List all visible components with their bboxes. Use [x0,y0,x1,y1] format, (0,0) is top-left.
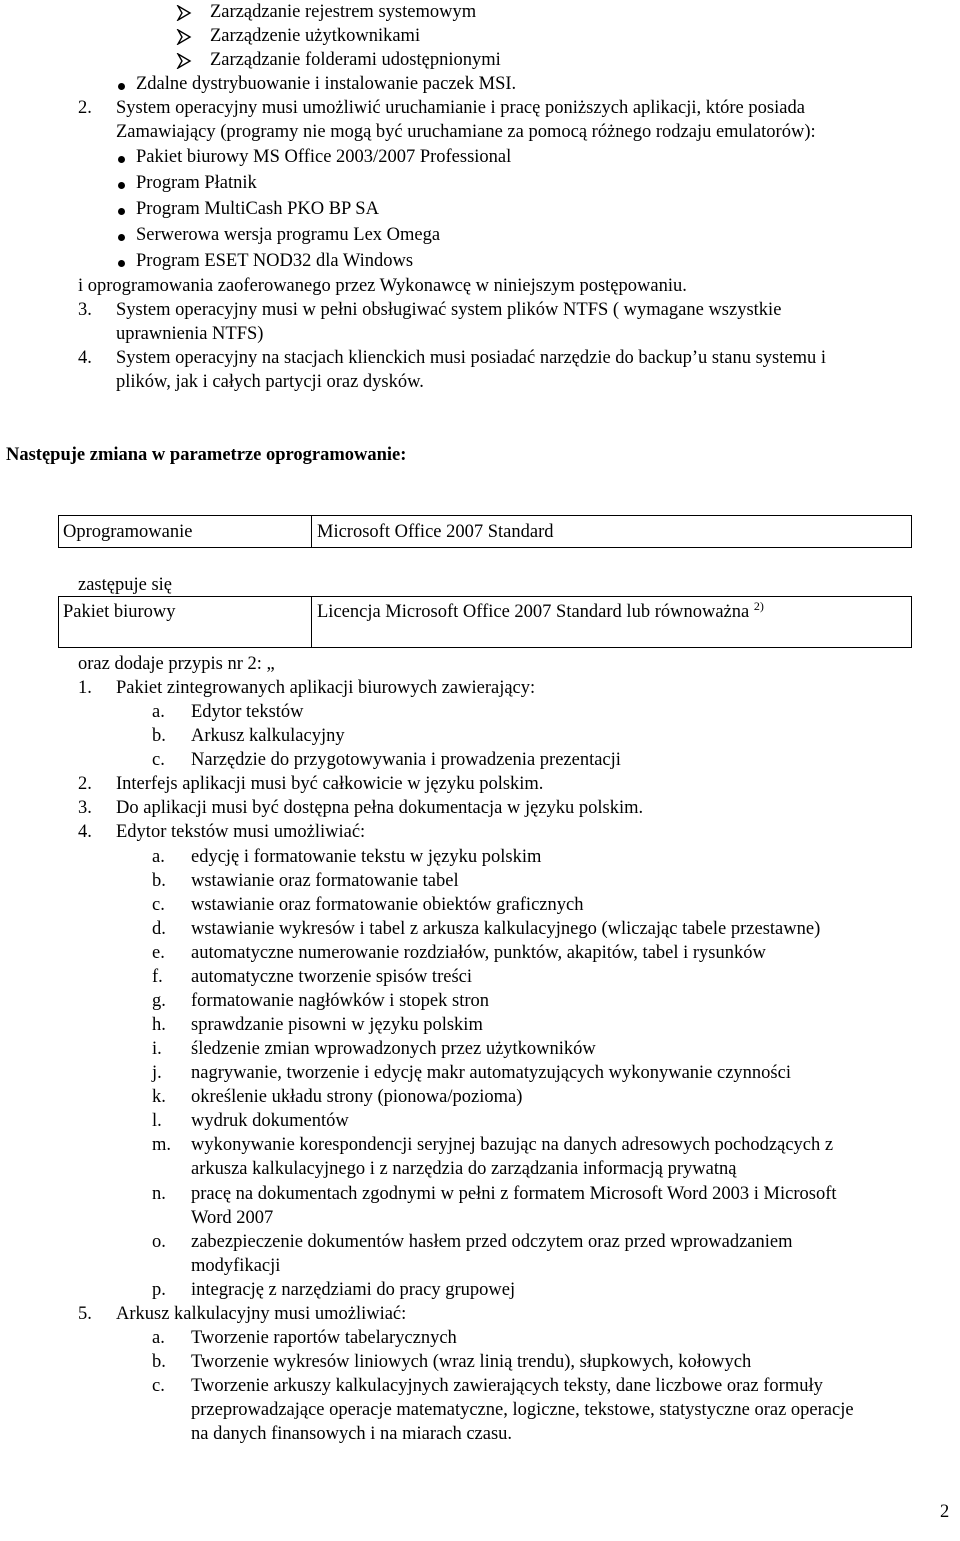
sub-letter: a. [152,702,165,722]
list-item: Do aplikacji musi być dostępna pełna dokumentacja w języku polskim. [116,798,644,818]
sub-item: wydruk dokumentów [191,1111,349,1131]
sub-item: wstawianie oraz formatowanie tabel [191,871,459,891]
bullet-icon [118,83,125,90]
sub-letter: m. [152,1135,172,1155]
sub-letter: p. [152,1280,166,1300]
sub-letter: c. [152,895,165,915]
list-item: Program ESET NOD32 dla Windows [136,251,414,271]
bullet-icon [118,234,125,241]
list-item: Pakiet biurowy MS Office 2003/2007 Professional [136,147,512,167]
sub-item: określenie układu strony (pionowa/pozioma) [191,1087,523,1107]
sub-item: Tworzenie arkuszy kalkulacyjnych zawierających teksty, dane liczbowe oraz formuły [191,1376,823,1396]
list-item: Program Płatnik [136,173,257,193]
sub-letter: l. [152,1111,162,1131]
page-number: 2 [940,1502,950,1522]
sub-item-continued: przeprowadzające operacje matematyczne, logiczne, tekstowe, statystyczne oraz operacje [191,1400,854,1420]
sub-item: nagrywanie, tworzenie i edycję makr automatyzujących wykonywanie czynności [191,1063,791,1083]
sub-letter: f. [152,967,163,987]
paragraph-line: plików, jak i całych partycji oraz dysków. [116,372,424,392]
sub-item: automatyczne tworzenie spisów treści [191,967,472,987]
list-number: 3. [78,798,92,818]
list-number: 2. [78,98,92,118]
list-item: Program MultiCash PKO BP SA [136,199,379,219]
sub-item: Edytor tekstów [191,702,304,722]
sub-letter: b. [152,726,166,746]
bullet-icon [118,208,125,215]
sub-letter: n. [152,1184,166,1204]
list-number: 3. [78,300,92,320]
list-item: Serwerowa wersja programu Lex Omega [136,225,441,245]
table-cell-text: Licencja Microsoft Office 2007 Standard lub równoważna [317,602,750,622]
sub-item: wstawianie wykresów i tabel z arkusza kalkulacyjnego (wliczając tabele przestawne) [191,919,821,939]
sub-letter: h. [152,1015,166,1035]
bullet-icon [118,156,125,163]
sub-letter: c. [152,750,165,770]
sub-item: automatyczne numerowanie rozdziałów, punktów, akapitów, tabel i rysunków [191,943,766,963]
paragraph-line: System operacyjny musi umożliwić uruchamianie i pracę poniższych aplikacji, które posiada [116,98,805,118]
list-number: 4. [78,822,92,842]
table-row [58,515,912,548]
sub-item: integrację z narzędziami do pracy grupowej [191,1280,516,1300]
paragraph-line: System operacyjny musi w pełni obsługiwać system plików NTFS ( wymagane wszystkie [116,300,782,320]
list-item: Zarządzanie folderami udostępnionymi [210,50,501,70]
table-divider [311,596,312,648]
paragraph-line: uprawnienia NTFS) [116,324,264,344]
list-item: Zdalne dystrybuowanie i instalowanie paczek MSI. [136,74,517,94]
sub-item: sprawdzanie pisowni w języku polskim [191,1015,483,1035]
list-item: Interfejs aplikacji musi być całkowicie w języku polskim. [116,774,544,794]
sub-item: Narzędzie do przygotowywania i prowadzenia prezentacji [191,750,621,770]
paragraph-line: zastępuje się [78,575,172,595]
list-item: Zarządzenie użytkownikami [210,26,421,46]
list-item: Edytor tekstów musi umożliwiać: [116,822,366,842]
sub-letter: d. [152,919,166,939]
sub-item: formatowanie nagłówków i stopek stron [191,991,489,1011]
sub-item: edycję i formatowanie tekstu w języku polskim [191,847,542,867]
paragraph-line: System operacyjny na stacjach klienckich musi posiadać narzędzie do backup’u stanu systemu i [116,348,826,368]
sub-item-continued: Word 2007 [191,1208,274,1228]
table-cell: Oprogramowanie [63,522,193,542]
table-row [58,596,912,648]
table-divider [311,515,312,548]
sub-letter: b. [152,871,166,891]
bullet-icon [118,260,125,267]
sub-letter: i. [152,1039,162,1059]
arrow-bullet-icon [176,29,192,45]
table-cell: Pakiet biurowy [63,602,176,622]
sub-letter: j. [152,1063,162,1083]
sub-item: śledzenie zmian wprowadzonych przez użytkowników [191,1039,596,1059]
sub-letter: a. [152,1328,165,1348]
sub-letter: a. [152,847,165,867]
sub-item: Arkusz kalkulacyjny [191,726,345,746]
sub-letter: o. [152,1232,166,1252]
list-number: 2. [78,774,92,794]
sub-item: Tworzenie wykresów liniowych (wraz linią trendu), słupkowych, kołowych [191,1352,752,1372]
sub-item: wstawianie oraz formatowanie obiektów graficznych [191,895,584,915]
list-item: Arkusz kalkulacyjny musi umożliwiać: [116,1304,407,1324]
list-number: 1. [78,678,92,698]
list-item: Pakiet zintegrowanych aplikacji biurowych zawierający: [116,678,536,698]
table-cell [317,600,764,625]
table-cell: Microsoft Office 2007 Standard [317,522,554,542]
list-number: 5. [78,1304,92,1324]
paragraph-line: oraz dodaje przypis nr 2: „ [78,654,275,674]
sub-item-continued: na danych finansowych i na miarach czasu. [191,1424,513,1444]
sub-letter: k. [152,1087,166,1107]
paragraph-line: i oprogramowania zaoferowanego przez Wykonawcę w niniejszym postępowaniu. [78,276,687,296]
list-item: Zarządzanie rejestrem systemowym [210,2,477,22]
sub-item: zabezpieczenie dokumentów hasłem przed odczytem oraz przed wprowadzaniem [191,1232,793,1252]
sub-item-continued: arkusza kalkulacyjnego i z narzędzia do zarządzania informacją prywatną [191,1159,737,1179]
footnote-marker: 2) [753,599,764,613]
arrow-bullet-icon [176,5,192,21]
list-number: 4. [78,348,92,368]
sub-letter: c. [152,1376,165,1396]
sub-item: pracę na dokumentach zgodnymi w pełni z formatem Microsoft Word 2003 i Microsoft [191,1184,837,1204]
paragraph-line: Zamawiający (programy nie mogą być uruchamiane za pomocą różnego rodzaju emulatorów): [116,122,816,142]
sub-item: Tworzenie raportów tabelarycznych [191,1328,457,1348]
section-heading: Następuje zmiana w parametrze oprogramowanie: [6,445,407,465]
sub-letter: b. [152,1352,166,1372]
sub-letter: e. [152,943,165,963]
sub-item: wykonywanie korespondencji seryjnej bazując na danych adresowych pochodzących z [191,1135,834,1155]
sub-letter: g. [152,991,166,1011]
arrow-bullet-icon [176,53,192,69]
sub-item-continued: modyfikacji [191,1256,281,1276]
bullet-icon [118,182,125,189]
